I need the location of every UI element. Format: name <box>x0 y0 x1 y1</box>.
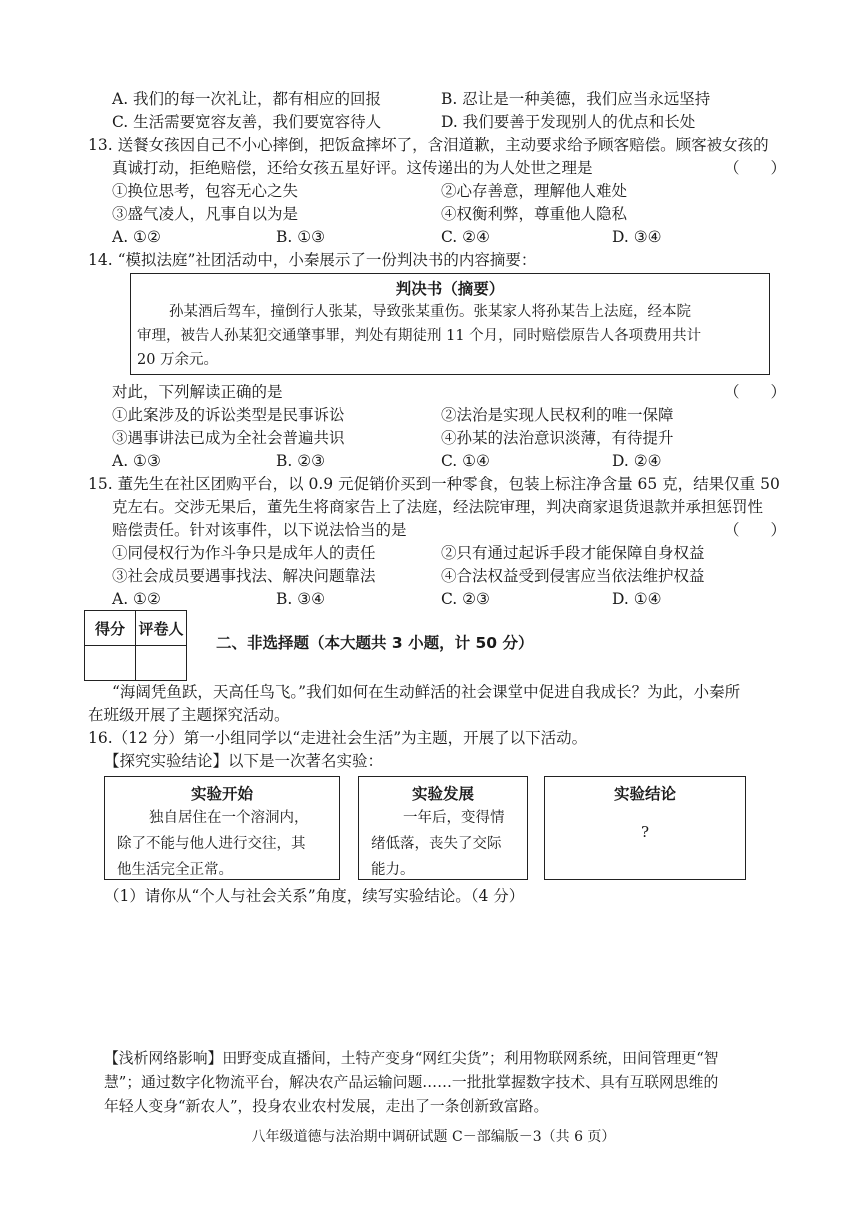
network-impact-line2: 慧”；通过数字化物流平台，解决农产品运输问题……一批批掌握数字技术、具有互联网思维的 <box>104 1074 719 1091</box>
experiment-conclusion-placeholder: ? <box>640 823 650 841</box>
q15-stem-line3: 赔偿责任。针对该事件，以下说法恰当的是 <box>112 521 407 539</box>
score-header: 得分 <box>85 611 136 646</box>
q13-stem-line1: 13. 送餐女孩因自己不小心摔倒，把饭盒摔坏了，含泪道歉，主动要求给予顾客赔偿。顾客被女孩的 <box>88 136 769 154</box>
judgment-box-line1: 孙某酒后驾车，撞倒行人张某，导致张某重伤。张某家人将孙某告上法庭，经本院 <box>169 304 691 320</box>
q13-item-3: ③盛气凌人，凡事自以为是 <box>112 205 299 223</box>
q12-option-a: A. 我们的每一次礼让，都有相应的回报 <box>112 90 382 108</box>
q13-option-d: D. ③④ <box>612 228 662 246</box>
experiment-development-title: 实验发展 <box>411 785 474 803</box>
section2-intro-line2: 在班级开展了主题探究活动。 <box>88 706 290 724</box>
q13-stem-line2: 真诚打动，拒绝赔偿，还给女孩五星好评。这传递出的为人处世之理是 <box>112 159 593 177</box>
q15-option-b: B. ③④ <box>276 590 326 608</box>
judgment-box-title: 判决书（摘要） <box>395 280 505 298</box>
q13-option-a: A. ①② <box>112 228 161 246</box>
q15-item-2: ②只有通过起诉手段才能保障自身权益 <box>441 544 705 562</box>
q14-stem-line2: 对此，下列解读正确的是 <box>112 383 283 401</box>
q14-answer-bracket: （ ） <box>724 383 787 401</box>
section2-heading: 二、非选择题（本大题共 3 小题，计 50 分） <box>216 634 534 652</box>
experiment-conclusion-box <box>544 776 746 880</box>
grader-header: 评卷人 <box>136 611 187 646</box>
experiment-development-line2: 绪低落，丧失了交际 <box>371 836 502 852</box>
q13-item-1: ①换位思考，包容无心之失 <box>112 182 299 200</box>
q14-stem-line1: 14. “模拟法庭”社团活动中，小秦展示了一份判决书的内容摘要： <box>88 251 537 269</box>
q14-item-4: ④孙某的法治意识淡薄，有待提升 <box>441 429 674 447</box>
q15-stem-line1: 15. 董先生在社区团购平台，以 0.9 元促销价买到一种零食，包装上标注净含量 65 克，结果仅重 50 <box>88 475 780 493</box>
judgment-box-line3: 20 万余元。 <box>137 352 219 368</box>
explore-experiment-label: 【探究实验结论】以下是一次著名实验： <box>104 752 384 770</box>
experiment-conclusion-title: 实验结论 <box>613 785 676 803</box>
q13-item-2: ②心存善意，理解他人难处 <box>441 182 628 200</box>
q12-option-c: C. 生活需要宽容友善，我们要宽容待人 <box>112 113 382 131</box>
q15-option-c: C. ②③ <box>441 590 490 608</box>
q15-stem-line2: 克左右。交涉无果后，董先生将商家告上了法庭，经法院审理，判决商家退货退款并承担惩罚性 <box>112 498 764 516</box>
experiment-start-title: 实验开始 <box>190 785 253 803</box>
judgment-summary-box <box>130 273 770 375</box>
q16-subquestion-1: （1）请你从“个人与社会关系”角度，续写实验结论。（4 分） <box>104 887 525 905</box>
page-footer: 八年级道德与法治期中调研试题 C－部编版－3（共 6 页） <box>251 1129 616 1145</box>
experiment-start-line1: 独自居住在一个溶洞内， <box>149 810 309 826</box>
experiment-start-line3: 他生活完全正常。 <box>117 862 233 878</box>
q13-item-4: ④权衡利弊，尊重他人隐私 <box>441 205 628 223</box>
q14-option-c: C. ①④ <box>441 452 490 470</box>
q14-item-3: ③遇事讲法已成为全社会普遍共识 <box>112 429 345 447</box>
q15-option-d: D. ①④ <box>612 590 662 608</box>
q13-option-c: C. ②④ <box>441 228 490 246</box>
q16-stem: 16.（12 分）第一小组同学以“走进社会生活”为主题，开展了以下活动。 <box>88 729 588 747</box>
score-table <box>84 610 187 681</box>
q15-item-4: ④合法权益受到侵害应当依法维护权益 <box>441 567 705 585</box>
score-cell[interactable] <box>85 646 136 681</box>
network-impact-line1: 【浅析网络影响】田野变成直播间，土特产变身“网红尖货”；利用物联网系统，田间管理更“智 <box>104 1050 719 1067</box>
experiment-development-line1: 一年后，变得情 <box>403 810 505 826</box>
q15-option-a: A. ①② <box>112 590 161 608</box>
judgment-box-line2: 审理，被告人孙某犯交通肇事罪，判处有期徒刑 11 个月，同时赔偿原告人各项费用共计 <box>137 328 702 344</box>
network-impact-line3: 年轻人变身“新农人”，投身农业农村发展，走出了一条创新致富路。 <box>104 1098 549 1115</box>
section2-intro-line1: “海阔凭鱼跃，天高任鸟飞。”我们如何在生动鲜活的社会课堂中促进自我成长？为此，小秦所 <box>112 683 741 701</box>
experiment-development-line3: 能力。 <box>371 862 415 878</box>
q12-option-b: B. 忍让是一种美德，我们应当永远坚持 <box>441 90 711 108</box>
q14-item-1: ①此案涉及的诉讼类型是民事诉讼 <box>112 406 345 424</box>
q15-item-3: ③社会成员要遇事找法、解决问题靠法 <box>112 567 376 585</box>
experiment-start-line2: 除了不能与他人进行交往，其 <box>117 836 306 852</box>
q15-item-1: ①同侵权行为作斗争只是成年人的责任 <box>112 544 376 562</box>
q14-item-2: ②法治是实现人民权利的唯一保障 <box>441 406 674 424</box>
grader-cell[interactable] <box>136 646 187 681</box>
q13-option-b: B. ①③ <box>276 228 326 246</box>
q14-option-d: D. ②④ <box>612 452 662 470</box>
q13-answer-bracket: （ ） <box>724 159 787 177</box>
q15-answer-bracket: （ ） <box>724 521 787 539</box>
q14-option-a: A. ①③ <box>112 452 161 470</box>
q14-option-b: B. ②③ <box>276 452 326 470</box>
q12-option-d: D. 我们要善于发现别人的优点和长处 <box>441 113 696 131</box>
experiment-start-box <box>104 776 340 880</box>
experiment-development-box <box>358 776 528 880</box>
